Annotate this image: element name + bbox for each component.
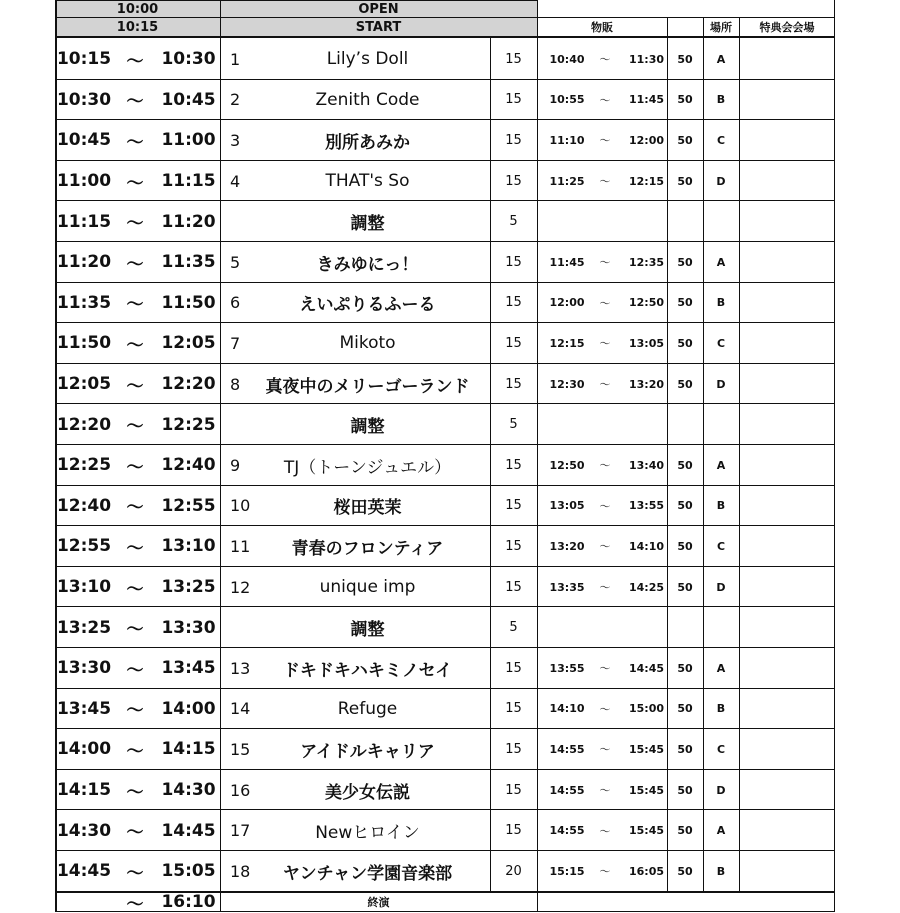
row-gstart: 12:30 — [549, 377, 585, 391]
row-end: 15:05 — [161, 861, 216, 882]
footer-end-time: 16:10 — [161, 892, 216, 912]
row-gstart: 11:45 — [549, 255, 585, 269]
row-gstart: 10:55 — [549, 93, 585, 107]
row-num: 14 — [230, 699, 251, 719]
row-gend — [620, 201, 667, 242]
grid-hline — [537, 911, 835, 912]
row-act: ドキドキハキミノセイ — [282, 660, 453, 681]
row-act: 調整 — [350, 417, 385, 438]
row-tilde: ～ — [126, 823, 144, 844]
row-act: 調整 — [350, 214, 385, 235]
row-gend: 16:05 — [628, 864, 664, 878]
row-tilde: ～ — [126, 620, 144, 641]
row-gstart: 13:20 — [549, 539, 585, 553]
row-dur: 15 — [505, 173, 522, 189]
row-gsep: ～ — [599, 175, 611, 189]
row-num: 11 — [230, 536, 251, 556]
row-start: 14:45 — [56, 861, 112, 882]
row-end: 12:40 — [161, 455, 216, 476]
row-start: 11:50 — [56, 333, 112, 354]
row-start: 11:35 — [56, 292, 112, 313]
row-gstart: 14:55 — [549, 824, 585, 838]
row-num: 7 — [230, 333, 241, 353]
row-num: 15 — [230, 739, 251, 759]
row-act: Mikoto — [339, 333, 396, 354]
row-loc: A — [716, 458, 726, 472]
row-start: 14:15 — [56, 780, 112, 801]
row-gend: 14:45 — [628, 661, 664, 675]
row-gstart: 12:15 — [549, 336, 585, 350]
row-gsep — [590, 607, 620, 648]
row-gend: 14:25 — [628, 580, 664, 594]
row-gdur: 50 — [677, 580, 693, 594]
row-act: TJ（トーンジュエル） — [283, 457, 452, 478]
row-end: 13:45 — [161, 658, 216, 679]
row-act: 桜田英茉 — [333, 498, 402, 519]
row-loc: B — [716, 296, 726, 310]
row-act: unique imp — [319, 577, 416, 598]
row-gend — [620, 607, 667, 648]
row-tilde: ～ — [126, 457, 144, 478]
row-tilde: ～ — [126, 782, 144, 803]
row-gend: 12:35 — [628, 255, 664, 269]
footer-tilde: ～ — [126, 894, 144, 912]
row-dur: 15 — [505, 538, 522, 554]
row-end: 13:25 — [161, 577, 216, 598]
row-num: 3 — [230, 130, 241, 150]
row-start: 12:55 — [56, 536, 112, 557]
row-num: 8 — [230, 374, 241, 394]
row-gdur: 50 — [677, 296, 693, 310]
row-end: 11:15 — [161, 171, 216, 192]
row-end: 14:00 — [161, 698, 216, 719]
row-gstart: 13:55 — [549, 661, 585, 675]
row-tilde: ～ — [126, 376, 144, 397]
row-dur: 15 — [505, 498, 522, 514]
start-time: 10:15 — [116, 19, 159, 35]
row-gdur: 50 — [677, 52, 693, 66]
row-end: 13:10 — [161, 536, 216, 557]
row-gend: 11:45 — [628, 93, 664, 107]
row-gsep: ～ — [599, 134, 611, 148]
row-gend: 12:15 — [628, 174, 664, 188]
row-gsep — [590, 201, 620, 242]
row-gsep — [590, 404, 620, 445]
bonus-venue-header: 特典会会場 — [759, 21, 815, 34]
row-act: THAT's So — [325, 171, 410, 192]
row-dur: 15 — [505, 335, 522, 351]
row-gsep: ～ — [599, 459, 611, 473]
row-dur: 5 — [509, 214, 518, 230]
row-num: 18 — [230, 861, 251, 881]
row-end: 11:35 — [161, 252, 216, 273]
row-dur: 5 — [509, 620, 518, 636]
row-end: 13:30 — [161, 617, 216, 638]
row-tilde: ～ — [126, 173, 144, 194]
row-end: 12:05 — [161, 333, 216, 354]
row-dur: 15 — [505, 741, 522, 757]
row-end: 14:45 — [161, 820, 216, 841]
row-dur: 15 — [505, 132, 522, 148]
open-time: 10:00 — [116, 1, 159, 17]
merch-header: 物販 — [591, 21, 613, 34]
row-num: 17 — [230, 821, 251, 841]
row-tilde: ～ — [126, 498, 144, 519]
row-tilde: ～ — [126, 132, 144, 153]
row-gsep: ～ — [599, 865, 611, 879]
row-gstart: 14:55 — [549, 783, 585, 797]
row-gend: 13:20 — [628, 377, 664, 391]
row-gsep: ～ — [599, 824, 611, 838]
row-num: 6 — [230, 293, 241, 313]
row-tilde: ～ — [126, 214, 144, 235]
row-loc: C — [716, 742, 726, 756]
row-loc: B — [716, 864, 726, 878]
row-dur: 15 — [505, 51, 522, 67]
row-gsep: ～ — [599, 662, 611, 676]
row-dur: 15 — [505, 295, 522, 311]
row-gdur: 50 — [677, 864, 693, 878]
row-loc: D — [716, 580, 726, 594]
row-gsep: ～ — [599, 256, 611, 270]
row-tilde: ～ — [126, 579, 144, 600]
row-gdur: 50 — [677, 824, 693, 838]
row-dur: 15 — [505, 579, 522, 595]
row-dur: 5 — [509, 417, 518, 433]
row-gstart: 13:35 — [549, 580, 585, 594]
row-dur: 15 — [505, 92, 522, 108]
row-loc — [703, 201, 739, 242]
row-loc: D — [716, 174, 726, 188]
row-start: 11:15 — [56, 211, 112, 232]
row-act: 青春のフロンティア — [291, 538, 444, 559]
row-gend: 13:55 — [628, 499, 664, 513]
row-start: 10:45 — [56, 130, 112, 151]
row-start: 12:05 — [56, 374, 112, 395]
row-num: 13 — [230, 658, 251, 678]
row-end: 14:15 — [161, 739, 216, 760]
row-gsep: ～ — [599, 702, 611, 716]
row-gstart: 11:25 — [549, 174, 585, 188]
row-act: 美少女伝説 — [325, 782, 410, 803]
row-act: Newヒロイン — [315, 823, 420, 844]
row-gend: 15:45 — [628, 742, 664, 756]
row-start: 14:30 — [56, 820, 112, 841]
row-loc: A — [716, 52, 726, 66]
row-loc: A — [716, 255, 726, 269]
row-num: 4 — [230, 171, 241, 191]
row-dur: 15 — [505, 701, 522, 717]
row-gdur: 50 — [677, 742, 693, 756]
row-tilde: ～ — [126, 92, 144, 113]
start-label: START — [355, 19, 402, 35]
row-tilde: ～ — [126, 417, 144, 438]
row-loc: A — [716, 661, 726, 675]
row-gdur: 50 — [677, 661, 693, 675]
row-gstart — [537, 607, 597, 648]
row-end: 11:50 — [161, 292, 216, 313]
row-gstart: 15:15 — [549, 864, 585, 878]
row-gstart — [537, 201, 597, 242]
row-gdur: 50 — [677, 377, 693, 391]
row-gsep: ～ — [599, 581, 611, 595]
row-act: アイドルキャリア — [300, 741, 435, 762]
row-gend: 14:10 — [628, 539, 664, 553]
row-start: 14:00 — [56, 739, 112, 760]
row-tilde: ～ — [126, 335, 144, 356]
row-gend: 12:50 — [628, 296, 664, 310]
row-loc: B — [716, 702, 726, 716]
row-gdur: 50 — [677, 255, 693, 269]
row-start: 11:20 — [56, 252, 112, 273]
row-start: 10:15 — [56, 49, 112, 70]
row-gdur: 50 — [677, 336, 693, 350]
row-start: 13:45 — [56, 698, 112, 719]
row-end: 12:25 — [161, 414, 216, 435]
row-gstart: 14:55 — [549, 742, 585, 756]
row-gdur: 50 — [677, 458, 693, 472]
row-gdur — [667, 201, 703, 242]
grid-vline — [834, 0, 835, 912]
row-gend: 15:45 — [628, 783, 664, 797]
row-loc: A — [716, 824, 726, 838]
row-gstart: 11:10 — [549, 133, 585, 147]
row-loc: C — [716, 539, 726, 553]
row-start: 10:30 — [56, 89, 112, 110]
row-gsep: ～ — [599, 784, 611, 798]
row-start: 11:00 — [56, 171, 112, 192]
row-loc: D — [716, 377, 726, 391]
row-loc: C — [716, 336, 726, 350]
row-gdur: 50 — [677, 783, 693, 797]
row-dur: 15 — [505, 254, 522, 270]
row-gend — [620, 404, 667, 445]
row-gsep: ～ — [599, 743, 611, 757]
row-start: 12:25 — [56, 455, 112, 476]
row-num: 16 — [230, 780, 251, 800]
row-gdur: 50 — [677, 539, 693, 553]
row-gsep: ～ — [599, 53, 611, 67]
row-tilde: ～ — [126, 295, 144, 316]
row-gsep: ～ — [599, 337, 611, 351]
row-gdur — [667, 607, 703, 648]
row-tilde: ～ — [126, 863, 144, 884]
row-loc: B — [716, 499, 726, 513]
row-num: 2 — [230, 90, 241, 110]
row-end: 10:30 — [161, 49, 216, 70]
row-tilde: ～ — [126, 254, 144, 275]
row-dur: 15 — [505, 823, 522, 839]
row-gdur: 50 — [677, 499, 693, 513]
row-start: 12:40 — [56, 495, 112, 516]
timetable — [55, 0, 835, 912]
row-dur: 15 — [505, 660, 522, 676]
row-num: 9 — [230, 455, 241, 475]
row-loc — [703, 404, 739, 445]
row-gsep: ～ — [599, 378, 611, 392]
row-act: きみゆにっ！ — [316, 254, 419, 275]
row-gend: 11:30 — [628, 52, 664, 66]
row-dur: 15 — [505, 782, 522, 798]
row-gdur: 50 — [677, 702, 693, 716]
open-label: OPEN — [358, 1, 399, 17]
row-end: 14:30 — [161, 780, 216, 801]
row-loc — [703, 607, 739, 648]
row-tilde: ～ — [126, 701, 144, 722]
row-num: 1 — [230, 49, 241, 69]
row-act: 調整 — [350, 620, 385, 641]
row-gend: 15:00 — [628, 702, 664, 716]
row-start: 13:30 — [56, 658, 112, 679]
row-gstart: 14:10 — [549, 702, 585, 716]
row-gend: 13:05 — [628, 336, 664, 350]
row-gstart: 12:50 — [549, 458, 585, 472]
row-start: 13:10 — [56, 577, 112, 598]
row-num: 12 — [230, 577, 251, 597]
row-tilde: ～ — [126, 741, 144, 762]
row-act: 真夜中のメリーゴーランド — [265, 376, 470, 397]
row-act: Zenith Code — [315, 89, 420, 110]
row-gdur — [667, 404, 703, 445]
row-gend: 12:00 — [628, 133, 664, 147]
row-num: 5 — [230, 252, 241, 272]
footer-end-label: 終演 — [367, 896, 390, 909]
row-end: 12:55 — [161, 495, 216, 516]
location-header: 場所 — [710, 21, 732, 34]
row-num: 10 — [230, 496, 251, 516]
row-loc: C — [716, 133, 726, 147]
grid-hline — [55, 36, 835, 38]
row-dur: 15 — [505, 457, 522, 473]
row-gstart: 13:05 — [549, 499, 585, 513]
row-act: Refuge — [337, 698, 398, 719]
row-end: 10:45 — [161, 89, 216, 110]
row-gsep: ～ — [599, 93, 611, 107]
row-tilde: ～ — [126, 538, 144, 559]
row-gdur: 50 — [677, 133, 693, 147]
row-tilde: ～ — [126, 660, 144, 681]
row-loc: D — [716, 783, 726, 797]
row-act: ヤンチャン学園音楽部 — [282, 863, 453, 884]
row-gstart — [537, 404, 597, 445]
row-act: えいぷりるふーる — [299, 295, 436, 316]
row-act: Lily’s Doll — [326, 49, 409, 70]
row-end: 12:20 — [161, 374, 216, 395]
row-gstart: 12:00 — [549, 296, 585, 310]
row-gend: 15:45 — [628, 824, 664, 838]
row-start: 12:20 — [56, 414, 112, 435]
row-gsep: ～ — [599, 540, 611, 554]
row-dur: 20 — [505, 863, 522, 879]
row-gdur: 50 — [677, 174, 693, 188]
grid-vline — [739, 17, 740, 892]
row-gsep: ～ — [599, 499, 611, 513]
row-loc: B — [716, 93, 726, 107]
row-end: 11:20 — [161, 211, 216, 232]
row-gend: 13:40 — [628, 458, 664, 472]
row-dur: 15 — [505, 376, 522, 392]
row-end: 11:00 — [161, 130, 216, 151]
row-start: 13:25 — [56, 617, 112, 638]
row-gdur: 50 — [677, 93, 693, 107]
row-gsep: ～ — [599, 296, 611, 310]
row-act: 別所あみか — [325, 132, 410, 153]
row-gstart: 10:40 — [549, 52, 585, 66]
row-tilde: ～ — [126, 51, 144, 72]
